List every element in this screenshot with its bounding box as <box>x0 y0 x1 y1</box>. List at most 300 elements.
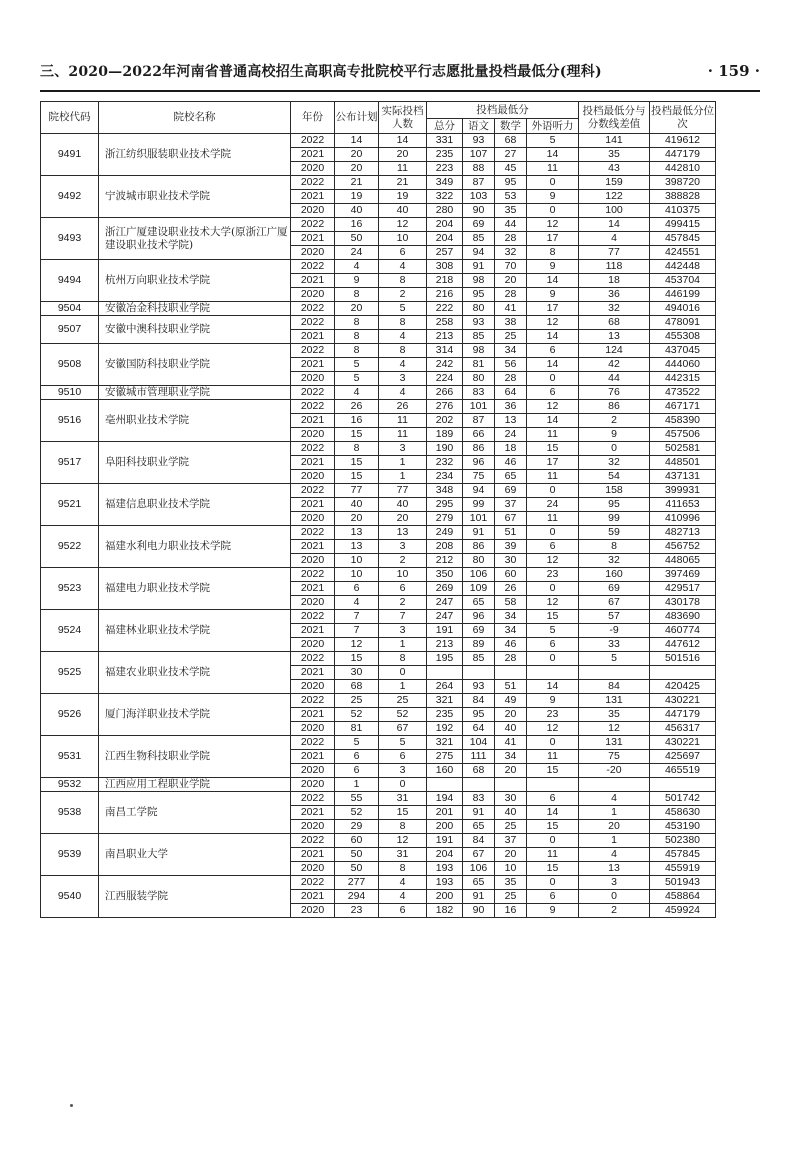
rank-cell: 398720 <box>650 176 716 190</box>
total-score-cell: 321 <box>427 736 463 750</box>
foreign-score-cell: 11 <box>527 512 579 526</box>
diff-cell: 35 <box>579 708 650 722</box>
chinese-score-cell: 93 <box>463 680 495 694</box>
foreign-score-cell: 0 <box>527 176 579 190</box>
math-score-cell: 70 <box>495 260 527 274</box>
school-name: 福建信息职业技术学院 <box>99 484 291 526</box>
plan-cell: 8 <box>335 330 379 344</box>
rank-cell: 458390 <box>650 414 716 428</box>
foreign-score-cell: 5 <box>527 134 579 148</box>
total-score-cell: 182 <box>427 904 463 918</box>
total-score-cell: 247 <box>427 596 463 610</box>
diff-cell: 100 <box>579 204 650 218</box>
year-cell: 2022 <box>291 568 335 582</box>
year-cell: 2022 <box>291 316 335 330</box>
year-cell: 2020 <box>291 554 335 568</box>
foreign-score-cell: 14 <box>527 414 579 428</box>
school-name: 厦门海洋职业技术学院 <box>99 694 291 736</box>
total-score-cell: 195 <box>427 652 463 666</box>
rank-cell: 430178 <box>650 596 716 610</box>
admitted-cell: 4 <box>379 876 427 890</box>
school-name: 浙江广厦建设职业技术大学(原浙江广厦建设职业技术学院) <box>99 218 291 260</box>
total-score-cell: 350 <box>427 568 463 582</box>
header-plan: 公布计划 <box>335 102 379 134</box>
chinese-score-cell: 87 <box>463 176 495 190</box>
admitted-cell: 8 <box>379 652 427 666</box>
total-score-cell: 216 <box>427 288 463 302</box>
math-score-cell: 20 <box>495 848 527 862</box>
header-admitted: 实际投档人数 <box>379 102 427 134</box>
math-score-cell: 34 <box>495 344 527 358</box>
chinese-score-cell: 94 <box>463 484 495 498</box>
chinese-score-cell <box>463 778 495 792</box>
total-score-cell: 193 <box>427 876 463 890</box>
diff-cell: 131 <box>579 736 650 750</box>
math-score-cell: 10 <box>495 862 527 876</box>
chinese-score-cell: 98 <box>463 274 495 288</box>
total-score-cell: 321 <box>427 694 463 708</box>
chinese-score-cell: 88 <box>463 162 495 176</box>
foreign-score-cell: 14 <box>527 806 579 820</box>
foreign-score-cell <box>527 778 579 792</box>
year-cell: 2020 <box>291 862 335 876</box>
math-score-cell: 37 <box>495 498 527 512</box>
rank-cell: 444060 <box>650 358 716 372</box>
plan-cell: 20 <box>335 162 379 176</box>
year-cell: 2021 <box>291 330 335 344</box>
diff-cell: 33 <box>579 638 650 652</box>
rank-cell: 419612 <box>650 134 716 148</box>
rank-cell: 430221 <box>650 736 716 750</box>
admitted-cell: 8 <box>379 316 427 330</box>
math-score-cell: 65 <box>495 470 527 484</box>
school-code: 9517 <box>41 442 99 484</box>
diff-cell: 43 <box>579 162 650 176</box>
year-cell: 2021 <box>291 624 335 638</box>
foreign-score-cell: 9 <box>527 904 579 918</box>
header-math: 数学 <box>495 119 527 134</box>
chinese-score-cell: 83 <box>463 386 495 400</box>
plan-cell: 4 <box>335 386 379 400</box>
total-score-cell: 247 <box>427 610 463 624</box>
admitted-cell: 6 <box>379 582 427 596</box>
diff-cell: 0 <box>579 890 650 904</box>
rank-cell: 502380 <box>650 834 716 848</box>
year-cell: 2022 <box>291 792 335 806</box>
school-name: 安徽中澳科技职业学院 <box>99 316 291 344</box>
chinese-score-cell: 65 <box>463 876 495 890</box>
rank-cell: 458630 <box>650 806 716 820</box>
diff-cell: 122 <box>579 190 650 204</box>
admitted-cell: 2 <box>379 554 427 568</box>
diff-cell: 32 <box>579 302 650 316</box>
total-score-cell: 235 <box>427 708 463 722</box>
diff-cell <box>579 778 650 792</box>
header-diff: 投档最低分与分数线差值 <box>579 102 650 134</box>
plan-cell: 24 <box>335 246 379 260</box>
rank-cell: 410996 <box>650 512 716 526</box>
plan-cell: 10 <box>335 554 379 568</box>
plan-cell: 10 <box>335 568 379 582</box>
table-row <box>41 134 716 148</box>
math-score-cell: 16 <box>495 904 527 918</box>
school-name: 江西生物科技职业学院 <box>99 736 291 778</box>
foreign-score-cell: 23 <box>527 708 579 722</box>
foreign-score-cell: 11 <box>527 162 579 176</box>
admitted-cell: 5 <box>379 302 427 316</box>
plan-cell: 6 <box>335 582 379 596</box>
rank-cell: 453704 <box>650 274 716 288</box>
year-cell: 2022 <box>291 344 335 358</box>
year-cell: 2020 <box>291 428 335 442</box>
plan-cell: 16 <box>335 414 379 428</box>
foreign-score-cell: 9 <box>527 190 579 204</box>
diff-cell: 8 <box>579 540 650 554</box>
foreign-score-cell: 12 <box>527 316 579 330</box>
plan-cell: 5 <box>335 372 379 386</box>
diff-cell: 158 <box>579 484 650 498</box>
math-score-cell: 34 <box>495 610 527 624</box>
total-score-cell: 204 <box>427 848 463 862</box>
chinese-score-cell: 87 <box>463 414 495 428</box>
chinese-score-cell: 101 <box>463 512 495 526</box>
rank-cell: 457845 <box>650 848 716 862</box>
chinese-score-cell: 96 <box>463 610 495 624</box>
foreign-score-cell: 0 <box>527 582 579 596</box>
school-code: 9516 <box>41 400 99 442</box>
school-name: 福建农业职业技术学院 <box>99 652 291 694</box>
foreign-score-cell: 6 <box>527 344 579 358</box>
diff-cell: 36 <box>579 288 650 302</box>
chinese-score-cell: 85 <box>463 330 495 344</box>
chinese-score-cell: 107 <box>463 148 495 162</box>
chinese-score-cell: 83 <box>463 792 495 806</box>
school-code: 9526 <box>41 694 99 736</box>
rank-cell: 442448 <box>650 260 716 274</box>
table-row <box>41 386 716 400</box>
plan-cell: 15 <box>335 470 379 484</box>
diff-cell: 84 <box>579 680 650 694</box>
year-cell: 2021 <box>291 232 335 246</box>
rank-cell: 460774 <box>650 624 716 638</box>
admitted-cell: 1 <box>379 470 427 484</box>
chinese-score-cell: 104 <box>463 736 495 750</box>
total-score-cell: 308 <box>427 260 463 274</box>
math-score-cell: 36 <box>495 400 527 414</box>
plan-cell: 23 <box>335 904 379 918</box>
chinese-score-cell: 68 <box>463 764 495 778</box>
foreign-score-cell <box>527 666 579 680</box>
rank-cell: 411653 <box>650 498 716 512</box>
table-row <box>41 778 716 792</box>
total-score-cell: 235 <box>427 148 463 162</box>
year-cell: 2022 <box>291 302 335 316</box>
total-score-cell: 160 <box>427 764 463 778</box>
total-score-cell: 266 <box>427 386 463 400</box>
diff-cell: 42 <box>579 358 650 372</box>
foreign-score-cell: 0 <box>527 204 579 218</box>
year-cell: 2021 <box>291 190 335 204</box>
admitted-cell: 2 <box>379 596 427 610</box>
admitted-cell: 52 <box>379 708 427 722</box>
chinese-score-cell: 85 <box>463 652 495 666</box>
table-row <box>41 694 716 708</box>
year-cell: 2022 <box>291 610 335 624</box>
diff-cell: 86 <box>579 400 650 414</box>
diff-cell: 95 <box>579 498 650 512</box>
foreign-score-cell: 14 <box>527 680 579 694</box>
school-name: 亳州职业技术学院 <box>99 400 291 442</box>
chinese-score-cell <box>463 666 495 680</box>
diff-cell: 118 <box>579 260 650 274</box>
foreign-score-cell: 11 <box>527 750 579 764</box>
year-cell: 2022 <box>291 834 335 848</box>
admitted-cell: 4 <box>379 890 427 904</box>
math-score-cell: 30 <box>495 554 527 568</box>
admitted-cell: 12 <box>379 834 427 848</box>
chinese-score-cell: 84 <box>463 694 495 708</box>
total-score-cell: 234 <box>427 470 463 484</box>
year-cell: 2022 <box>291 400 335 414</box>
foreign-score-cell: 0 <box>527 736 579 750</box>
year-cell: 2020 <box>291 778 335 792</box>
year-cell: 2022 <box>291 386 335 400</box>
school-code: 9539 <box>41 834 99 876</box>
admitted-cell: 40 <box>379 498 427 512</box>
year-cell: 2022 <box>291 176 335 190</box>
diff-cell: 57 <box>579 610 650 624</box>
plan-cell: 52 <box>335 708 379 722</box>
year-cell: 2020 <box>291 162 335 176</box>
table-row <box>41 484 716 498</box>
total-score-cell: 191 <box>427 624 463 638</box>
math-score-cell: 58 <box>495 596 527 610</box>
school-name: 安徽冶金科技职业学院 <box>99 302 291 316</box>
year-cell: 2021 <box>291 358 335 372</box>
chinese-score-cell: 80 <box>463 372 495 386</box>
math-score-cell: 20 <box>495 274 527 288</box>
total-score-cell: 190 <box>427 442 463 456</box>
admitted-cell: 1 <box>379 456 427 470</box>
chinese-score-cell: 69 <box>463 624 495 638</box>
chinese-score-cell: 69 <box>463 218 495 232</box>
header-total: 总分 <box>427 119 463 134</box>
plan-cell: 25 <box>335 694 379 708</box>
rank-cell: 456317 <box>650 722 716 736</box>
total-score-cell: 222 <box>427 302 463 316</box>
rank-cell: 447179 <box>650 708 716 722</box>
total-score-cell: 276 <box>427 400 463 414</box>
admitted-cell: 7 <box>379 610 427 624</box>
total-score-cell: 275 <box>427 750 463 764</box>
diff-cell: 59 <box>579 526 650 540</box>
school-name: 宁波城市职业技术学院 <box>99 176 291 218</box>
diff-cell: 2 <box>579 414 650 428</box>
admitted-cell: 21 <box>379 176 427 190</box>
plan-cell: 20 <box>335 302 379 316</box>
table-header <box>41 102 716 134</box>
admitted-cell: 0 <box>379 778 427 792</box>
admitted-cell: 13 <box>379 526 427 540</box>
math-score-cell: 25 <box>495 820 527 834</box>
plan-cell: 8 <box>335 344 379 358</box>
math-score-cell: 26 <box>495 582 527 596</box>
rank-cell: 502581 <box>650 442 716 456</box>
plan-cell: 4 <box>335 596 379 610</box>
rank-cell: 494016 <box>650 302 716 316</box>
foreign-score-cell: 14 <box>527 330 579 344</box>
diff-cell: 1 <box>579 834 650 848</box>
year-cell: 2022 <box>291 260 335 274</box>
total-score-cell <box>427 666 463 680</box>
admitted-cell: 1 <box>379 638 427 652</box>
plan-cell: 277 <box>335 876 379 890</box>
chinese-score-cell: 90 <box>463 204 495 218</box>
header-chinese: 语文 <box>463 119 495 134</box>
total-score-cell: 201 <box>427 806 463 820</box>
rank-cell: 420425 <box>650 680 716 694</box>
foreign-score-cell: 12 <box>527 596 579 610</box>
admitted-cell: 3 <box>379 624 427 638</box>
total-score-cell: 208 <box>427 540 463 554</box>
math-score-cell: 34 <box>495 624 527 638</box>
header-foreign: 外语听力 <box>527 119 579 134</box>
plan-cell: 26 <box>335 400 379 414</box>
school-code: 9504 <box>41 302 99 316</box>
math-score-cell: 67 <box>495 512 527 526</box>
total-score-cell: 279 <box>427 512 463 526</box>
plan-cell: 55 <box>335 792 379 806</box>
math-score-cell: 41 <box>495 736 527 750</box>
rank-cell: 446199 <box>650 288 716 302</box>
rank-cell: 456752 <box>650 540 716 554</box>
math-score-cell: 30 <box>495 792 527 806</box>
chinese-score-cell: 86 <box>463 540 495 554</box>
year-cell: 2021 <box>291 806 335 820</box>
math-score-cell: 35 <box>495 876 527 890</box>
math-score-cell: 34 <box>495 750 527 764</box>
rank-cell: 410375 <box>650 204 716 218</box>
foreign-score-cell: 12 <box>527 218 579 232</box>
foreign-score-cell: 17 <box>527 302 579 316</box>
admitted-cell: 4 <box>379 260 427 274</box>
foreign-score-cell: 6 <box>527 386 579 400</box>
diff-cell: 4 <box>579 232 650 246</box>
table-row <box>41 652 716 666</box>
total-score-cell: 213 <box>427 330 463 344</box>
year-cell: 2020 <box>291 680 335 694</box>
math-score-cell: 24 <box>495 428 527 442</box>
diff-cell: 67 <box>579 596 650 610</box>
admitted-cell: 6 <box>379 904 427 918</box>
table-body <box>41 134 716 918</box>
school-name: 杭州万向职业技术学院 <box>99 260 291 302</box>
plan-cell: 29 <box>335 820 379 834</box>
foreign-score-cell: 0 <box>527 876 579 890</box>
plan-cell: 15 <box>335 652 379 666</box>
chinese-score-cell: 103 <box>463 190 495 204</box>
header-rank: 投档最低分位次 <box>650 102 716 134</box>
year-cell: 2022 <box>291 484 335 498</box>
foreign-score-cell: 15 <box>527 820 579 834</box>
diff-cell: 12 <box>579 722 650 736</box>
chinese-score-cell: 81 <box>463 358 495 372</box>
table-row <box>41 316 716 330</box>
page-header <box>40 58 760 84</box>
table-row <box>41 834 716 848</box>
foreign-score-cell: 12 <box>527 554 579 568</box>
total-score-cell: 218 <box>427 274 463 288</box>
year-cell: 2022 <box>291 652 335 666</box>
admitted-cell: 14 <box>379 134 427 148</box>
plan-cell: 4 <box>335 260 379 274</box>
math-score-cell: 69 <box>495 484 527 498</box>
diff-cell: 159 <box>579 176 650 190</box>
foreign-score-cell: 11 <box>527 848 579 862</box>
diff-cell: 13 <box>579 862 650 876</box>
school-code: 9494 <box>41 260 99 302</box>
year-cell: 2020 <box>291 288 335 302</box>
admitted-cell: 5 <box>379 736 427 750</box>
chinese-score-cell: 75 <box>463 470 495 484</box>
rank-cell: 429517 <box>650 582 716 596</box>
foreign-score-cell: 5 <box>527 624 579 638</box>
admitted-cell: 1 <box>379 680 427 694</box>
total-score-cell: 213 <box>427 638 463 652</box>
math-score-cell: 39 <box>495 540 527 554</box>
foreign-score-cell: 12 <box>527 722 579 736</box>
chinese-score-cell: 86 <box>463 442 495 456</box>
plan-cell: 20 <box>335 512 379 526</box>
total-score-cell: 280 <box>427 204 463 218</box>
rank-cell: 430221 <box>650 694 716 708</box>
plan-cell: 13 <box>335 540 379 554</box>
school-name: 南昌工学院 <box>99 792 291 834</box>
rank-cell: 442315 <box>650 372 716 386</box>
diff-cell: 4 <box>579 792 650 806</box>
admitted-cell: 15 <box>379 806 427 820</box>
year-cell: 2022 <box>291 442 335 456</box>
plan-cell: 50 <box>335 232 379 246</box>
admitted-cell: 8 <box>379 820 427 834</box>
plan-cell: 12 <box>335 638 379 652</box>
admitted-cell: 6 <box>379 750 427 764</box>
year-cell: 2022 <box>291 526 335 540</box>
total-score-cell: 314 <box>427 344 463 358</box>
admitted-cell: 11 <box>379 428 427 442</box>
diff-cell: 68 <box>579 316 650 330</box>
math-score-cell <box>495 666 527 680</box>
chinese-score-cell: 106 <box>463 862 495 876</box>
plan-cell: 9 <box>335 274 379 288</box>
diff-cell: -9 <box>579 624 650 638</box>
admitted-cell: 10 <box>379 232 427 246</box>
diff-cell: -20 <box>579 764 650 778</box>
table-row <box>41 876 716 890</box>
foreign-score-cell: 0 <box>527 834 579 848</box>
chinese-score-cell: 101 <box>463 400 495 414</box>
year-cell: 2021 <box>291 666 335 680</box>
math-score-cell: 40 <box>495 806 527 820</box>
rank-cell: 455308 <box>650 330 716 344</box>
admitted-cell: 11 <box>379 162 427 176</box>
math-score-cell: 13 <box>495 414 527 428</box>
rank-cell <box>650 778 716 792</box>
header-name: 院校名称 <box>99 102 291 134</box>
foreign-score-cell: 0 <box>527 526 579 540</box>
diff-cell: 44 <box>579 372 650 386</box>
school-name: 阜阳科技职业学院 <box>99 442 291 484</box>
